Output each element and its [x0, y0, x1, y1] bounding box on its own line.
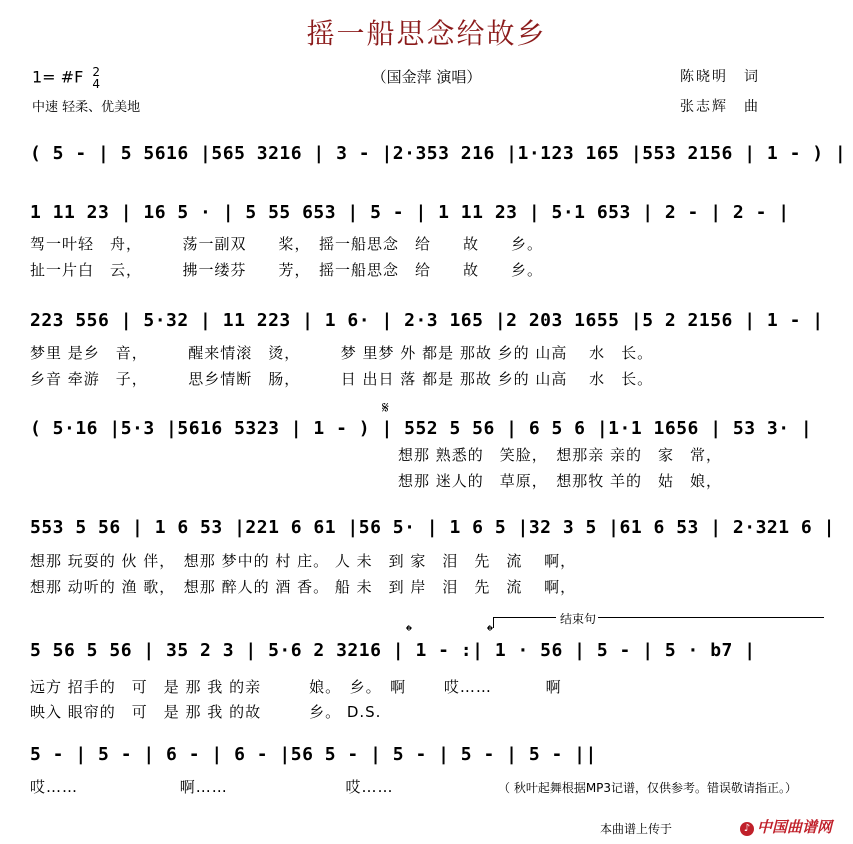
lyric-line-7a: 哎…… 啊…… 哎…… — [30, 778, 394, 796]
footer-text: 本曲谱上传于 — [600, 822, 673, 836]
site-logo — [740, 816, 832, 837]
lyric-line-4a: 想那 熟悉的 笑脸， 想那亲 亲的 家 常， — [398, 446, 723, 464]
score-line-7: 5 - | 5 - | 6 - | 6 - |56 5 - | 5 - | 5 - | 5 - || — [30, 744, 597, 765]
key-signature — [32, 66, 100, 90]
score-line-4: ( 5·16 |5·3 |5616 5323 | 1 - ) | 552 5 56 | 6 5 6 |1·1 1656 | 53 3· | — [30, 418, 813, 439]
coda-sign-1: 𝄌 — [406, 622, 412, 642]
score-line-3: 223 556 | 5·32 | 11 223 | 1 6· | 2·3 165 |2 203 1655 |5 2 2156 | 1 - | — [30, 310, 824, 331]
site-name: 中国曲谱网 — [757, 818, 833, 836]
time-top: 2 — [92, 65, 101, 79]
tempo-marking: 中速 轻柔、优美地 — [32, 100, 141, 115]
score-line-6: 5 56 5 56 | 35 2 3 | 5·6 2 3216 | 1 - :| 1 · 56 | 5 - | 5 · b7 | — [30, 640, 756, 661]
lyric-line-5b: 想那 动听的 渔 歌， 想那 醉人的 酒 香。 船 未 到 岸 泪 先 流 啊， — [30, 578, 577, 596]
lyric-line-5a: 想那 玩耍的 伙 伴， 想那 梦中的 村 庄。 人 未 到 家 泪 先 流 啊， — [30, 552, 577, 570]
time-signature — [92, 66, 100, 90]
score-line-1: ( 5 - | 5 5616 |565 3216 | 3 - |2·353 216 |1·123 165 |553 2156 | 1 - ) | — [30, 143, 847, 164]
key-label: 1= #F — [32, 67, 84, 87]
time-bottom: 4 — [92, 77, 101, 91]
coda-sign-2: 𝄌 — [487, 622, 493, 642]
logo-icon: ♪ — [740, 822, 754, 836]
song-title: 摇一船思念给故乡 — [306, 17, 547, 50]
lyric-line-2a: 驾一叶轻 舟， 荡一副双 桨， 摇一船思念 给 故 乡。 — [30, 235, 544, 253]
lyric-line-6b: 映入 眼帘的 可 是 那 我 的故 乡。 D.S. — [30, 703, 382, 721]
ending-bracket — [493, 617, 824, 628]
lyricist-credit: 陈晓明 词 — [680, 69, 760, 85]
lyric-line-3b: 乡音 牵游 子， 思乡情断 肠， 日 出日 落 都是 那故 乡的 山高 水 长。 — [30, 370, 654, 388]
composer-credit: 张志辉 曲 — [680, 99, 760, 115]
lyric-line-3a: 梦里 是乡 音， 醒来情滚 烫， 梦 里梦 外 都是 那故 乡的 山高 水 长。 — [30, 344, 654, 362]
transcription-note: （ 秋叶起舞根据MP3记谱，仅供参考。错误敬请指正。） — [498, 781, 798, 795]
singer-credit: （国金萍 演唱） — [371, 68, 482, 86]
score-line-2: 1 11 23 | 16 5 · | 5 55 653 | 5 - | 1 11 23 | 5·1 653 | 2 - | 2 - | — [30, 202, 790, 223]
lyric-line-2b: 扯一片白 云， 拂一缕芬 芳， 摇一船思念 给 故 乡。 — [30, 261, 544, 279]
score-line-5: 553 5 56 | 1 6 53 |221 6 61 |56 5· | 1 6 5 |32 3 5 |61 6 53 | 2·321 6 | — [30, 517, 835, 538]
segno-sign: 𝄋 — [382, 398, 389, 417]
ending-label: 结束句 — [560, 612, 597, 626]
lyric-line-6a: 远方 招手的 可 是 那 我 的亲 娘。 乡。 啊 哎…… 啊 — [30, 678, 562, 696]
lyric-line-4b: 想那 迷人的 草原， 想那牧 羊的 姑 娘， — [398, 472, 723, 490]
